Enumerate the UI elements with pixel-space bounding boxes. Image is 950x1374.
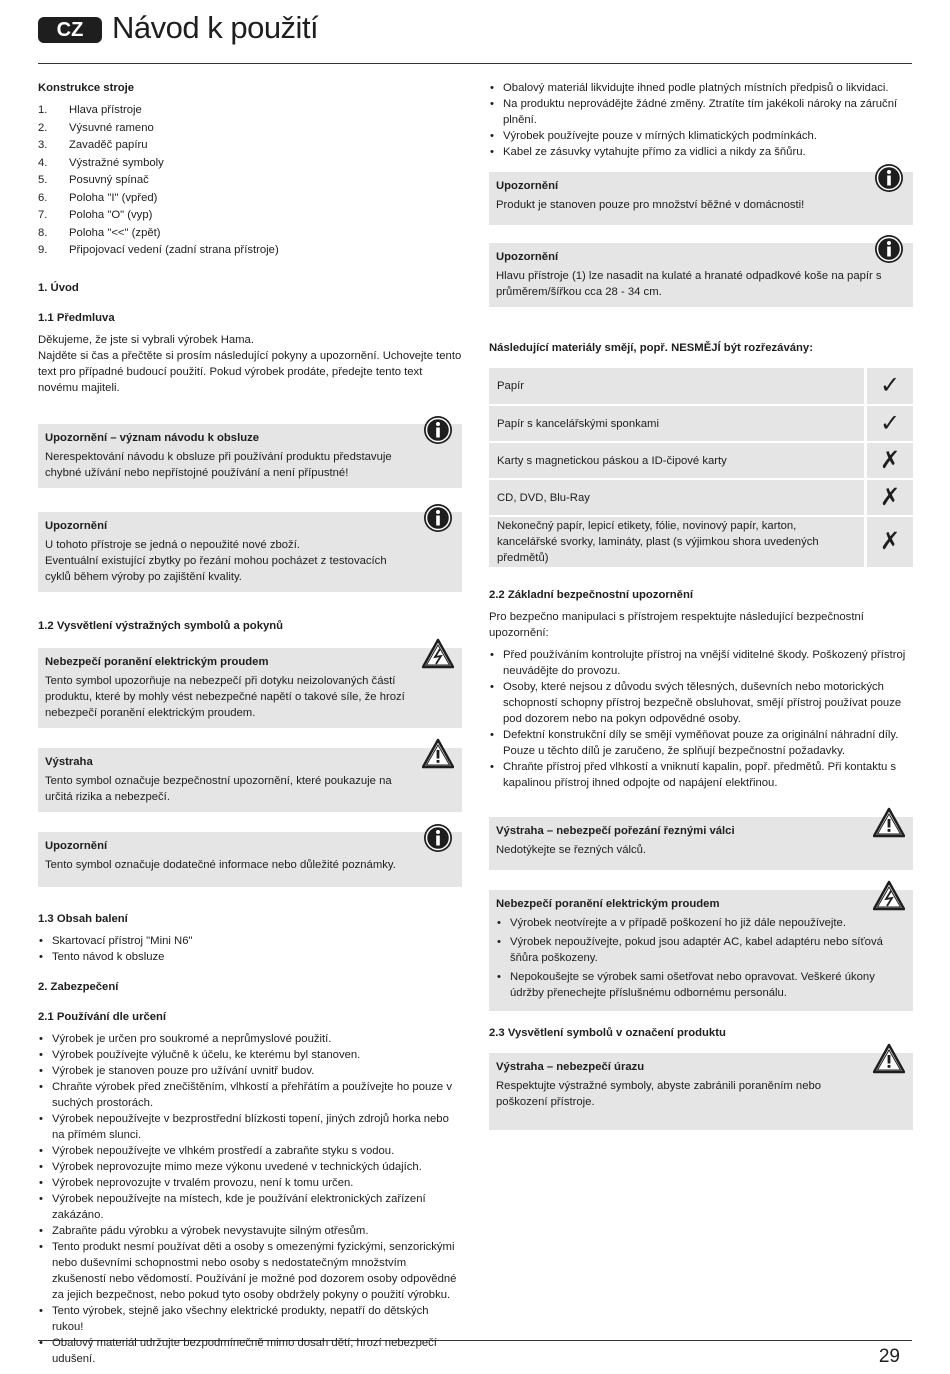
materials-heading: Následující materiály smějí, popř. NESMĚJÍ být rozřezávány: — [489, 342, 813, 354]
item-number: 8. — [38, 226, 48, 239]
list-item: • Tento produkt nesmí používat děti a osoby s omezenými fyzickými, senzorickými nebo duševními schopnostmi nebo osoby s nedostatečným množstvím zkušeností nebo vědomostí. Používání je možné pod dozorem osoby odpovědné za jejich bezpečnost, nebo pokud tyto osoby obdržely pokyny o použití výrobku. — [38, 1239, 462, 1303]
disposal-list — [489, 80, 913, 160]
right-column — [489, 80, 913, 1130]
list-item: • Tento návod k obsluze — [38, 949, 462, 965]
material-label: Papír — [489, 368, 864, 404]
warning-icon — [873, 1043, 905, 1075]
item-number: 2. — [38, 121, 48, 134]
table-row — [489, 406, 913, 441]
list-item — [38, 172, 462, 190]
header-divider — [38, 63, 912, 64]
notice-box-head — [489, 243, 913, 307]
warning-box — [38, 748, 462, 812]
notice-title: Upozornění — [496, 251, 559, 263]
table-row — [489, 517, 913, 567]
section-1-1-heading: 1.1 Předmluva — [38, 311, 115, 324]
forbidden-cross-icon: ✗ — [864, 480, 913, 515]
info-icon — [422, 502, 454, 534]
intro-paragraph-1: Děkujeme, že jste si vybrali výrobek Hama. — [38, 333, 254, 346]
intro-paragraph-2: Najděte si čas a přečtěte si prosím následující pokyny a upozornění. Uchovejte tento text pro případné budoucí použití. Pokud výrobek prodáte, předejte tento text novému majiteli. — [38, 349, 462, 394]
info-icon — [422, 822, 454, 854]
item-label: Poloha "I" (vpřed) — [69, 191, 158, 204]
list-item: • Osoby, které nejsou z důvodu svých tělesných, duševních nebo motorických schopností schopny přístroj bezpečně obsluhovat, smějí přístroj používat pouze pod dozorem nebo na pokyn odpovědné osoby. — [489, 679, 913, 727]
list-item: • Defektní konstrukční díly se smějí vyměňovat pouze za originální náhradní díly. Pouze u těchto dílů je zaručeno, že splňují bezpečnostní požadavky. — [489, 727, 913, 759]
notice-title: Upozornění – význam návodu k obsluze — [45, 431, 260, 444]
list-item: • Skartovací přístroj "Mini N6" — [38, 933, 462, 949]
list-item — [38, 207, 462, 225]
notice-title: Upozornění — [45, 839, 108, 852]
material-label: Nekonečný papír, lepicí etikety, fólie, novinový papír, karton, kancelářské svorky, lamináty, plast (s výjimkou shora uvedených předmětů) — [489, 517, 864, 567]
notice-text: Hlavu přístroje (1) lze nasadit na kulaté a hranaté odpadkové koše na papír s průměrem/šířkou cca 28 - 34 cm. — [496, 270, 882, 298]
construction-heading: Konstrukce stroje — [38, 82, 135, 94]
danger-list — [496, 915, 905, 1001]
warning-title: Výstraha – nebezpečí pořezání řeznými válci — [496, 825, 735, 837]
list-item: • Před používáním kontrolujte přístroj na vnější viditelné škody. Poškozený přístroj neuvádějte do provozu. — [489, 647, 913, 679]
list-item: • Zabraňte pádu výrobku a výrobek nevystavujte silným otřesům. — [38, 1223, 462, 1239]
notice-text: Nerespektování návodu k obsluze při používání produktu představuje chybné užívání nebo nepřístojné používání a není přípustné! — [45, 450, 392, 479]
table-row — [489, 480, 913, 515]
item-label: Posuvný spínač — [69, 174, 149, 186]
language-badge: CZ — [38, 17, 102, 43]
notice-box-household — [489, 172, 913, 225]
materials-table — [489, 366, 913, 569]
warning-title: Výstraha – nebezpečí úrazu — [496, 1061, 645, 1073]
item-number: 9. — [38, 244, 48, 256]
list-item: • Výrobek nepoužívejte, pokud jsou adaptér AC, kabel adaptéru nebo síťová šňůra poškozeny. — [496, 934, 905, 966]
list-item: • Výrobek neotvírejte a v případě poškození ho již dále nepoužívejte. — [496, 915, 905, 931]
list-item — [38, 102, 462, 120]
notice-box-info — [38, 832, 462, 887]
list-item: • Obalový materiál likvidujte ihned podle platných místních předpisů o likvidaci. — [489, 80, 913, 96]
notice-text: Produkt je stanoven pouze pro množství běžné v domácnosti! — [496, 199, 805, 211]
left-column — [38, 80, 462, 1367]
electric-hazard-icon — [422, 638, 454, 670]
item-number: 4. — [38, 156, 48, 169]
warning-icon — [422, 738, 454, 770]
list-item: • Výrobek nepoužívejte v bezprostřední blízkosti topení, jiných zdrojů horka nebo na přímém slunci. — [38, 1111, 462, 1143]
section-2-1-heading: 2.1 Používání dle určení — [38, 1010, 167, 1023]
list-item — [38, 120, 462, 138]
section-2-heading: 2. Zabezpečení — [38, 980, 119, 993]
notice-text: U tohoto přístroje se jedná o nepoužité nové zboží. — [45, 538, 300, 551]
page-title: Návod k použití — [112, 10, 319, 45]
danger-box-electric — [38, 648, 462, 728]
notice-text: Eventuální existující zbytky po řezání mohou pocházet z testovacích cyklů během výroby po zajištění kvality. — [45, 554, 387, 583]
list-item — [38, 242, 462, 260]
list-item: • Výrobek nepoužívejte ve vlhkém prostředí a zabraňte styku s vodou. — [38, 1143, 462, 1159]
forbidden-cross-icon: ✗ — [864, 443, 913, 478]
item-label: Výstražné symboly — [69, 156, 164, 169]
section-1-3-heading: 1.3 Obsah balení — [38, 912, 128, 925]
list-item: • Výrobek neprovozujte mimo meze výkonu uvedené v technických údajích. — [38, 1159, 462, 1175]
list-item: • Výrobek neprovozujte v trvalém provozu, není k tomu určen. — [38, 1175, 462, 1191]
page-number: 29 — [878, 1346, 900, 1367]
warning-icon — [873, 807, 905, 839]
allowed-check-icon: ✓ — [864, 368, 913, 404]
item-label: Zavaděč papíru — [69, 139, 148, 151]
item-label: Poloha "<<" (zpět) — [69, 226, 161, 239]
item-label: Připojovací vedení (zadní strana přístroje) — [69, 244, 279, 256]
notice-title: Upozornění — [496, 180, 559, 192]
info-icon — [873, 162, 905, 194]
allowed-check-icon: ✓ — [864, 406, 913, 441]
list-item: • Výrobek je stanoven pouze pro užívání uvnitř budov. — [38, 1063, 462, 1079]
material-label: CD, DVD, Blu-Ray — [489, 480, 864, 515]
list-item: • Kabel ze zásuvky vytahujte přímo za vidlici a nikdy za šňůru. — [489, 144, 913, 160]
danger-box-electric-2 — [489, 890, 913, 1011]
item-number: 3. — [38, 139, 48, 151]
safety-intro: Pro bezpečno manipulaci s přístrojem respektujte následující bezpečnostní upozornění: — [489, 611, 864, 639]
warning-text: Tento symbol označuje bezpečnostní upozornění, které poukazuje na určitá rizika a nebezpečí. — [45, 774, 392, 803]
forbidden-cross-icon: ✗ — [864, 517, 913, 567]
list-item — [38, 190, 462, 208]
list-item: • Na produktu neprovádějte žádné změny. Ztratíte tím jakékoli nároky na záruční plnění. — [489, 96, 913, 128]
info-icon — [873, 233, 905, 265]
item-number: 5. — [38, 174, 48, 186]
list-item: • Chraňte výrobek před znečištěním, vlhkostí a přehřátím a používejte ho pouze v suchých prostorách. — [38, 1079, 462, 1111]
material-label: Karty s magnetickou páskou a ID-čipové karty — [489, 443, 864, 478]
item-label: Hlava přístroje — [69, 104, 142, 116]
list-item: • Výrobek používejte výlučně k účelu, ke kterému byl stanoven. — [38, 1047, 462, 1063]
notice-box-manual — [38, 424, 462, 488]
notice-text: Tento symbol označuje dodatečné informace nebo důležité poznámky. — [45, 858, 396, 871]
package-contents-list — [38, 933, 462, 965]
item-number: 6. — [38, 191, 48, 204]
list-item: • Chraňte přístroj před vlhkostí a vniknutí kapalin, popř. předmětů. Při kontaktu s kapalinou přístroj ihned odpojte od napájení elektřinou. — [489, 759, 913, 791]
danger-text: Tento symbol upozorňuje na nebezpečí při dotyku neizolovaných částí produktu, které by mohly vést nebezpečné napětí o takové síle, že hrozí nebezpečí poranění elektrickým proudem. — [45, 674, 405, 719]
warning-title: Výstraha — [45, 755, 93, 768]
danger-title: Nebezpečí poranění elektrickým proudem — [496, 898, 720, 910]
table-row — [489, 368, 913, 404]
list-item: • Nepokoušejte se výrobek sami ošetřovat nebo opravovat. Veškeré úkony údržby přenechejte příslušnému odbornému personálu. — [496, 969, 905, 1001]
safety-list — [489, 647, 913, 791]
list-item: • Obalový materiál udržujte bezpodmínečně mimo dosah dětí, hrozí nebezpečí udušení. — [38, 1335, 462, 1367]
list-item: • Výrobek nepoužívejte na místech, kde je používání elektronických zařízení zakázáno. — [38, 1191, 462, 1223]
list-item — [38, 137, 462, 155]
intended-use-list — [38, 1031, 462, 1367]
table-row — [489, 443, 913, 478]
item-label: Výsuvné rameno — [69, 121, 154, 134]
notice-box-new-goods — [38, 512, 462, 592]
notice-title: Upozornění — [45, 519, 108, 532]
list-item — [38, 225, 462, 243]
warning-box-cutting — [489, 817, 913, 870]
section-1-2-heading: 1.2 Vysvětlení výstražných symbolů a pokynů — [38, 619, 284, 632]
warning-text: Respektujte výstražné symboly, abyste zabránili poraněním nebo poškození přístroje. — [496, 1080, 822, 1108]
item-label: Poloha "O" (vyp) — [69, 209, 153, 221]
list-item — [38, 155, 462, 173]
item-number: 7. — [38, 209, 48, 221]
construction-list — [38, 102, 462, 260]
info-icon — [422, 414, 454, 446]
list-item: • Tento výrobek, stejně jako všechny elektrické produkty, nepatří do dětských rukou! — [38, 1303, 462, 1335]
item-number: 1. — [38, 104, 48, 116]
section-2-3-heading: 2.3 Vysvětlení symbolů v označení produktu — [489, 1027, 726, 1039]
warning-box-injury — [489, 1053, 913, 1130]
electric-hazard-icon — [873, 880, 905, 912]
section-1-heading: 1. Úvod — [38, 281, 79, 294]
danger-title: Nebezpečí poranění elektrickým proudem — [45, 655, 269, 668]
list-item: • Výrobek používejte pouze v mírných klimatických podmínkách. — [489, 128, 913, 144]
footer-divider — [38, 1340, 912, 1341]
section-2-2-heading: 2.2 Základní bezpečnostní upozornění — [489, 589, 694, 601]
warning-text: Nedotýkejte se řezných válců. — [496, 844, 647, 856]
material-label: Papír s kancelářskými sponkami — [489, 406, 864, 441]
list-item: • Výrobek je určen pro soukromé a neprůmyslové použití. — [38, 1031, 462, 1047]
